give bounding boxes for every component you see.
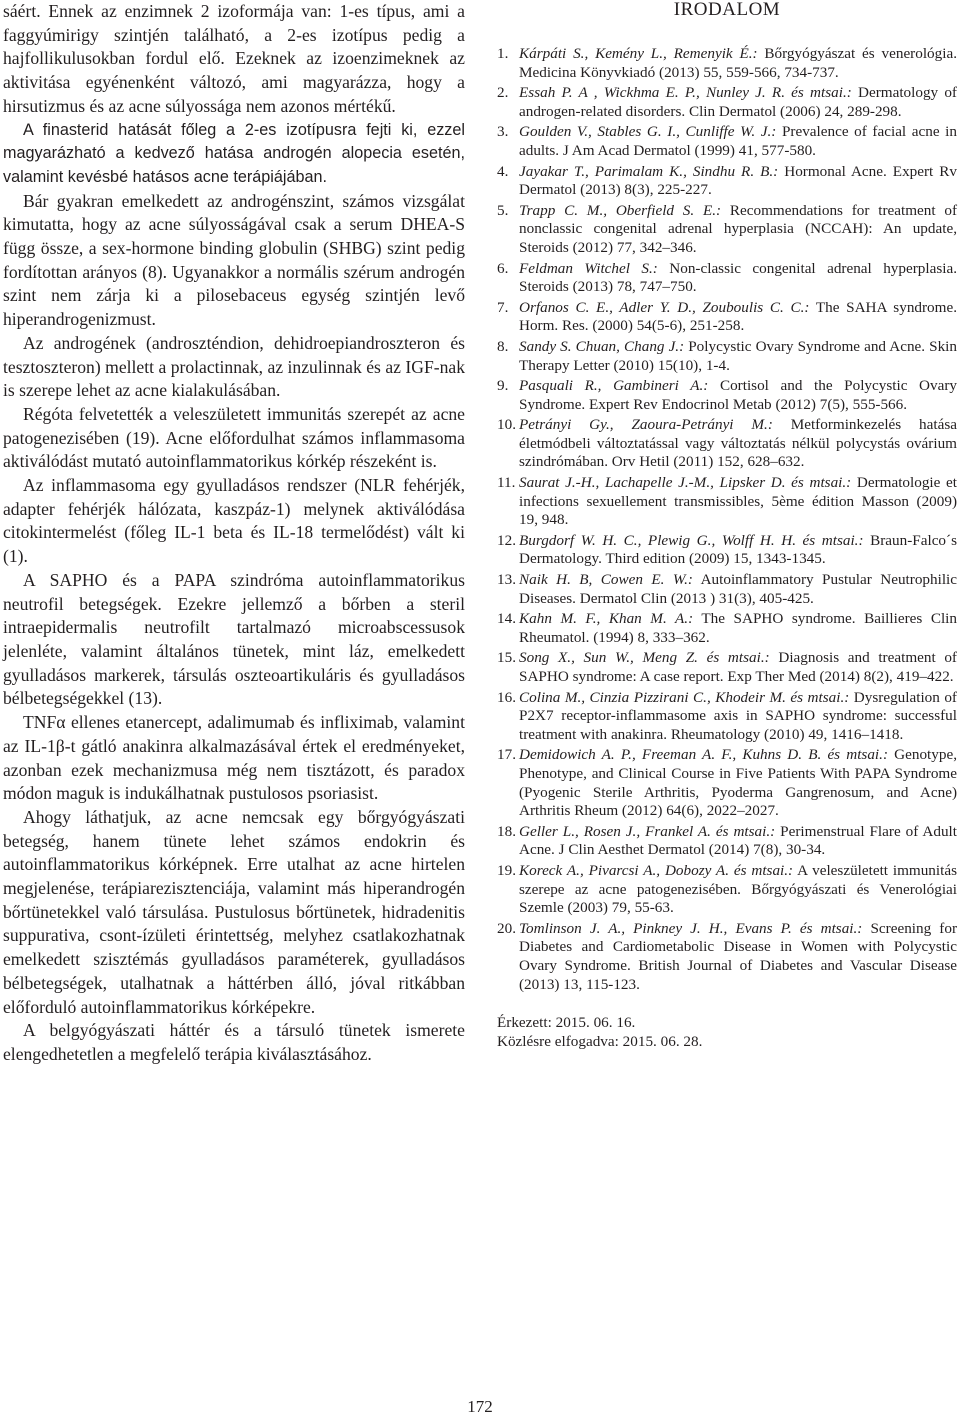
reference-number: 7. xyxy=(497,298,509,316)
reference-number: 11. xyxy=(497,474,516,492)
reference-body xyxy=(519,416,957,472)
reference-authors: Pasquali R., Gambineri A.: xyxy=(519,377,709,395)
reference-number: 2. xyxy=(497,84,509,102)
paragraph: sáért. Ennek az enzimnek 2 izoformája van: 1-es típus, ami a faggyúmirigy szintjén található, a 2-es izotípus pedig a hajfollikulusokban fordul elő. Ezeknek az izoenzimeknek az aktivitása egyénenként változó, ami magyarázza, hogy a hirsutizmus és az acne súlyossága nem azonos mértékű. xyxy=(3,1,465,116)
reference-citation: Recommendations for treatment of nonclassic congenital adrenal hyperplasia (NCCAH): An update, Steroids (2012) 77, 342–346. xyxy=(519,201,958,256)
reference-body xyxy=(519,571,957,608)
reference-authors: Koreck A., Pivarcsi A., Dobozy A. és mtsai.: xyxy=(519,861,794,879)
references-column xyxy=(497,0,957,1051)
reference-authors: Petrányi Gy., Zaoura-Petrányi M.: xyxy=(519,416,773,434)
article-dates xyxy=(497,1014,957,1051)
paragraph: Régóta felvetették a veleszületett immunitás szerepét az acne patogenezisében (19). Acne előfordulhat számos inflammasoma aktiválódást mutató autoinflammatorikus kórkép részeként is. xyxy=(3,403,465,472)
reference-number: 4. xyxy=(497,162,509,180)
reference-item xyxy=(497,474,957,530)
reference-number: 9. xyxy=(497,377,509,395)
reference-number: 10. xyxy=(497,416,516,434)
reference-number: 8. xyxy=(497,337,509,355)
reference-body xyxy=(519,202,957,258)
reference-item xyxy=(497,532,957,569)
reference-body xyxy=(519,474,957,530)
reference-citation: Dermatologie et infections sexuellement transmissibles, 5ème édition Masson (2009) 19, 948. xyxy=(519,474,958,529)
reference-authors: Jayakar T., Parimalam K., Sindhu R. B.: xyxy=(519,162,779,180)
reference-number: 15. xyxy=(497,649,516,667)
reference-citation: Prevalence of facial acne in adults. J Am Acad Dermatol (1999) 41, 577-580. xyxy=(519,123,957,159)
reference-body xyxy=(519,649,957,686)
reference-citation: The SAPHO syndrome. Baillieres Clin Rheumatol. (1994) 8, 333–362. xyxy=(519,610,957,646)
reference-item xyxy=(497,823,957,860)
reference-item xyxy=(497,338,957,375)
reference-authors: Sandy S. Chuan, Chang J.: xyxy=(519,337,685,355)
reference-body xyxy=(519,84,957,121)
reference-authors: Orfanos C. E., Adler Y. D., Zouboulis C. C.: xyxy=(519,298,810,316)
reference-authors: Song X., Sun W., Meng Z. és mtsai.: xyxy=(519,649,770,667)
reference-body xyxy=(519,920,957,994)
reference-item xyxy=(497,260,957,297)
reference-authors: Kahn M. F., Khan M. A.: xyxy=(519,610,694,628)
reference-number: 3. xyxy=(497,123,509,141)
reference-authors: Trapp C. M., Oberfield S. E.: xyxy=(519,201,722,219)
paragraph: A SAPHO és a PAPA szindróma autoinflammatorikus neutrofil betegségek. Ezekre jellemző a bőrben a steril intraepidermalis neutrofilt tartalmazó microabscessusok jelenléte, valamint általános tünetek, mint láz, emelkedett gyulladásos markerek, társulás oszteoartikuláris és gyulladásos bélbetegségekkel (13). xyxy=(3,569,465,709)
body-text-column xyxy=(3,0,465,1067)
reference-item xyxy=(497,84,957,121)
reference-citation: Screening for Diabetes and Cardiometabolic Disease in Women with Polycystic Ovary Syndrome. British Journal of Diabetes and Vascular Disease (2013) 13, 115-123. xyxy=(519,919,957,993)
reference-citation: A veleszületett immunitás szerepe az acne patogenezisében. Bőrgyógyászati és Venerológiai Szemle (2003) 79, 55-63. xyxy=(519,861,957,917)
reference-number: 14. xyxy=(497,610,516,628)
reference-body xyxy=(519,123,957,160)
reference-citation: Cortisol and the Polycystic Ovary Syndrome. Expert Rev Endocrinol Metab (2012) 7(5), 555-566. xyxy=(519,377,957,413)
paragraph: Az inflammasoma egy gyulladásos rendszer (NLR fehérjék, adapter fehérjék hálózata, kaszpáz-1) melynek aktiválódása citokintermelést (főleg IL-1 beta és IL-18 termelődést) vált ki (1). xyxy=(3,475,465,567)
reference-body xyxy=(519,532,957,569)
reference-body xyxy=(519,689,957,745)
reference-authors: Naik H. B, Cowen E. W.: xyxy=(519,571,693,589)
reference-body xyxy=(519,610,957,647)
reference-authors: Demidowich A. P., Freeman A. F., Kuhns D. B. és mtsai.: xyxy=(519,746,889,764)
reference-authors: Burgdorf W. H. C., Plewig G., Wolff H. H. és mtsai.: xyxy=(519,531,864,549)
paragraph: TNFα ellenes etanercept, adalimumab és infliximab, valamint az IL-1β-t gátló anakinra alkalmazásával értek el eredményeket, azonban ezek mechanizmusa még nem tisztázott, és paradox módon maguk is indukálhatnak pustulosos psoriasist. xyxy=(3,712,465,804)
reference-body xyxy=(519,45,957,82)
reference-body xyxy=(519,746,957,820)
references-heading: IRODALOM xyxy=(673,0,781,20)
page-number: 172 xyxy=(467,1397,493,1416)
reference-authors: Kárpáti S., Kemény L., Remenyik É.: xyxy=(519,45,758,62)
reference-number: 18. xyxy=(497,822,516,840)
reference-list xyxy=(497,45,957,994)
reference-citation: Diagnosis and treatment of SAPHO syndrome: A case report. Exp Ther Med (2014) 8(2), 419–422. xyxy=(519,649,957,685)
reference-number: 16. xyxy=(497,688,516,706)
reference-authors: Geller L., Rosen J., Frankel A. és mtsai.: xyxy=(519,822,776,840)
reference-citation: Braun-Falco´s Dermatology. Third edition (2009) 15, 1343-1345. xyxy=(519,531,957,568)
reference-citation: Genotype, Phenotype, and Clinical Course in Five Patients With PAPA Syndrome (Pyogenic Sterile Arthritis, Pyoderma Gangrenosum, and Acne) Arthritis Rheum (2012) 64(6), 2022–2027. xyxy=(519,746,958,820)
reference-item xyxy=(497,610,957,647)
reference-citation: Metforminkezelés hatása életmódbeli változtatással vagy változtatás nélkül polycystás ovárium szindrómában. Orv Hetil (2011) 152, 628–632. xyxy=(519,416,957,471)
paragraph: Bár gyakran emelkedett az androgénszint, számos vizsgálat kimutatta, hogy az acne súlyosságával csak a serum DHEA-S függ össze, a sex-hormone binding globulin (SHBG) szint pedig fordítottan arányos (8). Ugyanakkor a normális szérum androgén szint nem zárja ki a pilosebaceus egység szintjén levő hiperandrogenizmust. xyxy=(3,190,465,330)
reference-body xyxy=(519,862,957,918)
reference-authors: Tomlinson J. A., Pinkney J. H., Evans P. és mtsai.: xyxy=(519,919,863,937)
reference-citation: Dysregulation of P2X7 receptor-inflammasome axis in SAPHO syndrome: successful treatment with anakinra. Rheumatology (2010) 49, 1416–1418. xyxy=(519,688,957,743)
reference-citation: Dermatology of androgen-related disorders. Clin Dermatol (2006) 24, 289-298. xyxy=(519,84,957,120)
paragraph: Ahogy láthatjuk, az acne nemcsak egy bőrgyógyászati betegség, hanem tünete lehet számos endokrin és autoinflammatorikus kórképnek. Erre utalhat az acne hirtelen megjelenése, terápiarezisztenciája, valamint más hiperandrogén bőrtünetekkel való társulása. Pustulosus bőrtünetek, hidradenitis suppurativa, csont-ízületi érintettség, melyhez csatlakozhatnak emelkedett szisztémás gyulladásos paraméterek, gyulladásos bélbetegségek, utalhatnak a háttérben álló, jóval ritkábban előforduló autoinflammatorikus kórképekre. xyxy=(3,806,465,1017)
reference-citation: Non-classic congenital adrenal hyperplasia. Steroids (2013) 78, 747–750. xyxy=(519,259,957,296)
reference-authors: Saurat J.-H., Lachapelle J.-M., Lipsker D. és mtsai.: xyxy=(519,474,852,492)
reference-body xyxy=(519,377,957,414)
reference-item xyxy=(497,689,957,745)
reference-item xyxy=(497,862,957,918)
reference-authors: Essah P. A , Wickhma E. P., Nunley J. R. és mtsai.: xyxy=(519,84,852,102)
reference-item xyxy=(497,163,957,200)
reference-authors: Colina M., Cinzia Pizzirani C., Khodeir M. és mtsai.: xyxy=(519,688,850,706)
reference-authors: Feldman Witchel S.: xyxy=(519,259,658,277)
reference-number: 12. xyxy=(497,531,516,549)
reference-body xyxy=(519,338,957,375)
reference-number: 5. xyxy=(497,201,509,219)
reference-citation: Autoinflammatory Pustular Neutrophilic Diseases. Dermatol Clin (2013 ) 31(3), 405-425. xyxy=(519,571,957,607)
paragraph: Az androgének (androszténdion, dehidroepiandroszteron és tesztoszteron) mellett a prolactinnak, az inzulinnak és az IGF-nak is szerepe lehet az acne kialakulásában. xyxy=(3,332,465,401)
reference-body xyxy=(519,823,957,860)
reference-citation: Bőrgyógyászat és venerológia. Medicina Könyvkiadó (2013) 55, 559-566, 734-737. xyxy=(519,45,957,81)
reference-number: 17. xyxy=(497,746,516,764)
reference-number: 19. xyxy=(497,861,516,879)
received-date: Érkezett: 2015. 06. 16. xyxy=(497,1014,636,1032)
reference-item xyxy=(497,299,957,336)
reference-item xyxy=(497,202,957,258)
reference-item xyxy=(497,377,957,414)
reference-item xyxy=(497,45,957,82)
reference-number: 13. xyxy=(497,571,516,589)
reference-number: 6. xyxy=(497,259,509,277)
reference-item xyxy=(497,123,957,160)
paragraph: A finasterid hatását főleg a 2-es izotípusra fejti ki, ezzel magyarázható a kedvező hatása androgén alopecia esetén, valamint kevésbé hatásos acne terápiájában. xyxy=(3,120,465,186)
reference-number: 20. xyxy=(497,919,516,937)
reference-citation: Polycystic Ovary Syndrome and Acne. Skin Therapy Letter (2010) 15(10), 1-4. xyxy=(519,337,957,374)
reference-item xyxy=(497,746,957,820)
accepted-date: Közlésre elfogadva: 2015. 06. 28. xyxy=(497,1032,703,1050)
reference-number: 1. xyxy=(497,45,509,62)
reference-item xyxy=(497,416,957,472)
reference-body xyxy=(519,260,957,297)
reference-body xyxy=(519,163,957,200)
reference-citation: Perimenstrual Flare of Adult Acne. J Clin Aesthet Dermatol (2014) 7(8), 30-34. xyxy=(519,822,957,859)
reference-body xyxy=(519,299,957,336)
reference-item xyxy=(497,649,957,686)
reference-citation: Hormonal Acne. Expert Rv Dermatol (2013) 8(3), 225-227. xyxy=(519,162,957,199)
paragraph: A belgyógyászati háttér és a társuló tünetek ismerete elengedhetetlen a megfelelő terápia kiválasztásához. xyxy=(3,1020,465,1064)
reference-authors: Goulden V., Stables G. I., Cunliffe W. J.: xyxy=(519,123,777,141)
reference-item xyxy=(497,920,957,994)
reference-citation: The SAHA syndrome. Horm. Res. (2000) 54(5-6), 251-258. xyxy=(519,298,958,335)
reference-item xyxy=(497,571,957,608)
